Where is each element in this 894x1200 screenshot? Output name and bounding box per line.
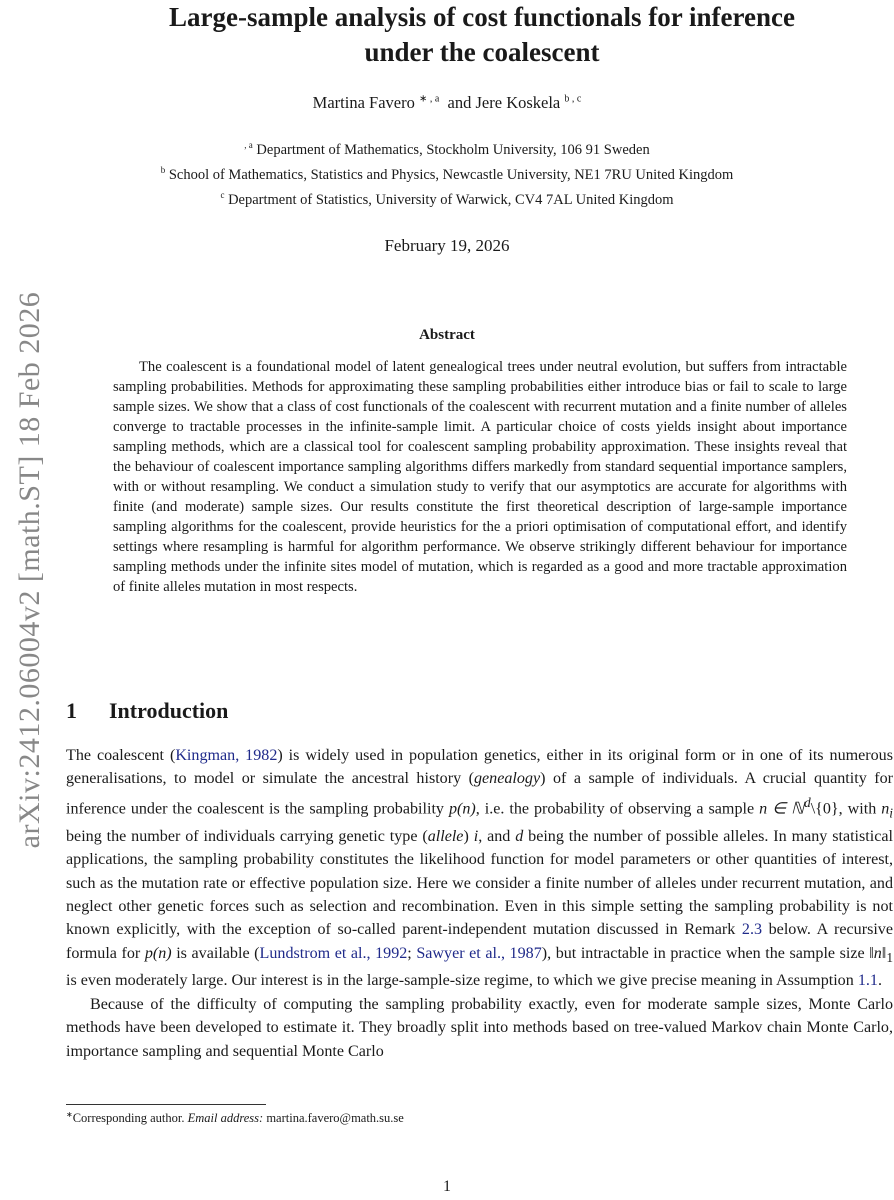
citation-sawyer-1987[interactable]: Sawyer et al., 1987	[416, 944, 542, 962]
footnote-divider	[66, 1104, 266, 1105]
math-n-set: n ∈ ℕ	[759, 800, 804, 818]
affiliation-text: School of Mathematics, Statistics and Physics, Newcastle University, NE1 7RU United Kingdom	[168, 166, 734, 183]
author-2-marks: b , c	[564, 93, 582, 105]
math-d-sup: d	[803, 794, 811, 810]
abstract-text: The coalescent is a foundational model of latent genealogical trees under neutral evolution, but suffers from intractable sampling probabilities. Methods for approximating these sampling probabilities either introduce bias or fail to scale to large sample sizes. We show that a class of cost functionals of the coalescent with recurrent mutation and a finite number of alleles converge to tractable processes in the infinite-sample limit. A particular choice of costs yields insight about importance sampling methods, which are a classical tool for coalescent sampling probability approximation. These insights reveal that the behaviour of coalescent importance sampling algorithms differs markedly from standard sequential importance samplers, with or without resampling. We conduct a simulation study to verify that our asymptotics are accurate for algorithms with finite (and moderate) sample sizes. Our results constitute the first theoretical description of large-sample importance sampling algorithms for the coalescent, provide heuristics for the a priori optimisation of computational effort, and identify settings where resampling is harmful for algorithm performance. We observe strikingly different behaviour for importance sampling methods under the infinite sites model of mutation, which is regarded as a good and more tractable approximation of finite alleles mutation in most respects.	[113, 359, 847, 595]
affiliation-b	[60, 160, 834, 185]
section-heading	[66, 698, 228, 724]
term-allele: allele	[427, 827, 464, 845]
text-run: ) of a sample of individuals. A crucial quantity for inference under the coalescent is the sampling probability	[66, 770, 893, 818]
remark-ref-link[interactable]: 2.3	[741, 921, 763, 939]
citation-kingman-1982[interactable]: Kingman, 1982	[175, 747, 278, 764]
text-run: below. A recursive formula for	[66, 921, 893, 962]
text-run: is available (	[171, 944, 260, 962]
author-connector: and	[447, 93, 472, 112]
citation-lundstrom-1992[interactable]: Lundstrom et al., 1992	[259, 944, 408, 962]
math-p-n: p(n)	[144, 944, 172, 962]
footnote-email-label: Email address:	[187, 1111, 264, 1126]
affiliations	[60, 135, 834, 209]
math-n-i: n	[881, 800, 890, 818]
abstract-heading: Abstract	[419, 327, 475, 343]
body-text	[66, 744, 893, 1063]
footnote	[66, 1110, 404, 1126]
math-i: i	[473, 827, 479, 845]
text-run: being the number of possible alleles. In many statistical applications, the sampling probability constitutes the likelihood function for model parameters or other quantities of interest, such as the mutation rate or effective population size. Here we consider a finite number of alleles under recurrent mutation, and neglect other genetic forces such as selection and recombination. Even in this simple setting the sampling probability is not known explicitly, with the exception of so-called parent-independent mutation discussed in Remark	[66, 827, 893, 939]
page-number: 1	[443, 1178, 451, 1195]
text-run: )	[463, 827, 474, 845]
math-i-sub: i	[889, 805, 894, 821]
paragraph-2: Because of the difficulty of computing the sampling probability exactly, even for moderate sample sizes, Monte Carlo methods have been developed to estimate it. They broadly split into methods based on tree-valued Markov chain Monte Carlo, importance sampling and sequential Monte Carlo	[66, 995, 893, 1060]
text-run: ) is widely used in population genetics, either in its original form or in one of its numerous generalisations, to model or simulate the ancestral history (	[66, 747, 893, 788]
footnote-label: Corresponding author.	[72, 1111, 185, 1126]
affiliation-mark: , a	[244, 140, 253, 150]
affiliation-text: Department of Statistics, University of Warwick, CV4 7AL United Kingdom	[228, 191, 674, 208]
affiliation-mark: c	[220, 189, 225, 200]
affiliation-a	[60, 135, 834, 160]
text-run: , with	[838, 800, 882, 818]
text-run: , and	[478, 827, 516, 845]
assumption-ref-link[interactable]: 1.1	[857, 972, 878, 990]
affiliation-c	[60, 185, 834, 210]
affiliation-text: Department of Mathematics, Stockholm University, 106 91 Sweden	[256, 141, 650, 158]
paragraph-1	[66, 744, 893, 993]
math-d: d	[515, 827, 524, 845]
math-set-rest: \{0}	[810, 800, 839, 818]
title-line-1: Large-sample analysis of cost functionals for inference	[169, 2, 795, 32]
author-2-name: Jere Koskela	[475, 93, 561, 112]
paper-title	[80, 0, 884, 70]
arxiv-side-stamp: arXiv:2412.06004v2 [math.ST] 18 Feb 2026	[13, 291, 46, 849]
text-run: being the number of individuals carrying genetic type (	[66, 827, 428, 845]
text-run: ), but intractable in practice when the sample size	[541, 944, 870, 962]
text-run: , i.e. the probability of observing a sample	[475, 800, 760, 818]
author-list	[60, 93, 834, 113]
term-genealogy: genealogy	[473, 770, 541, 788]
text-run: is even moderately large. Our interest is in the large-sample-size regime, to which we give precise meaning in Assumption	[66, 972, 858, 990]
footnote-mark: ∗	[66, 1110, 73, 1119]
title-line-2: under the coalescent	[364, 37, 600, 67]
author-1-name: Martina Favero	[312, 93, 415, 112]
footnote-email-link[interactable]: martina.favero@math.su.se	[266, 1111, 404, 1126]
math-norm-sub: 1	[886, 950, 894, 966]
section-title: Introduction	[109, 698, 229, 723]
math-norm-n: ‖n‖	[869, 944, 887, 962]
math-p-n: p(n)	[448, 800, 476, 818]
text-run: ;	[407, 944, 417, 962]
author-1-marks: ∗ , a	[418, 93, 440, 105]
text-run: The coalescent (	[66, 747, 176, 764]
paper-date: February 19, 2026	[384, 236, 510, 255]
section-number: 1	[66, 698, 77, 723]
text-run: .	[877, 972, 882, 990]
affiliation-mark: b	[160, 164, 166, 175]
